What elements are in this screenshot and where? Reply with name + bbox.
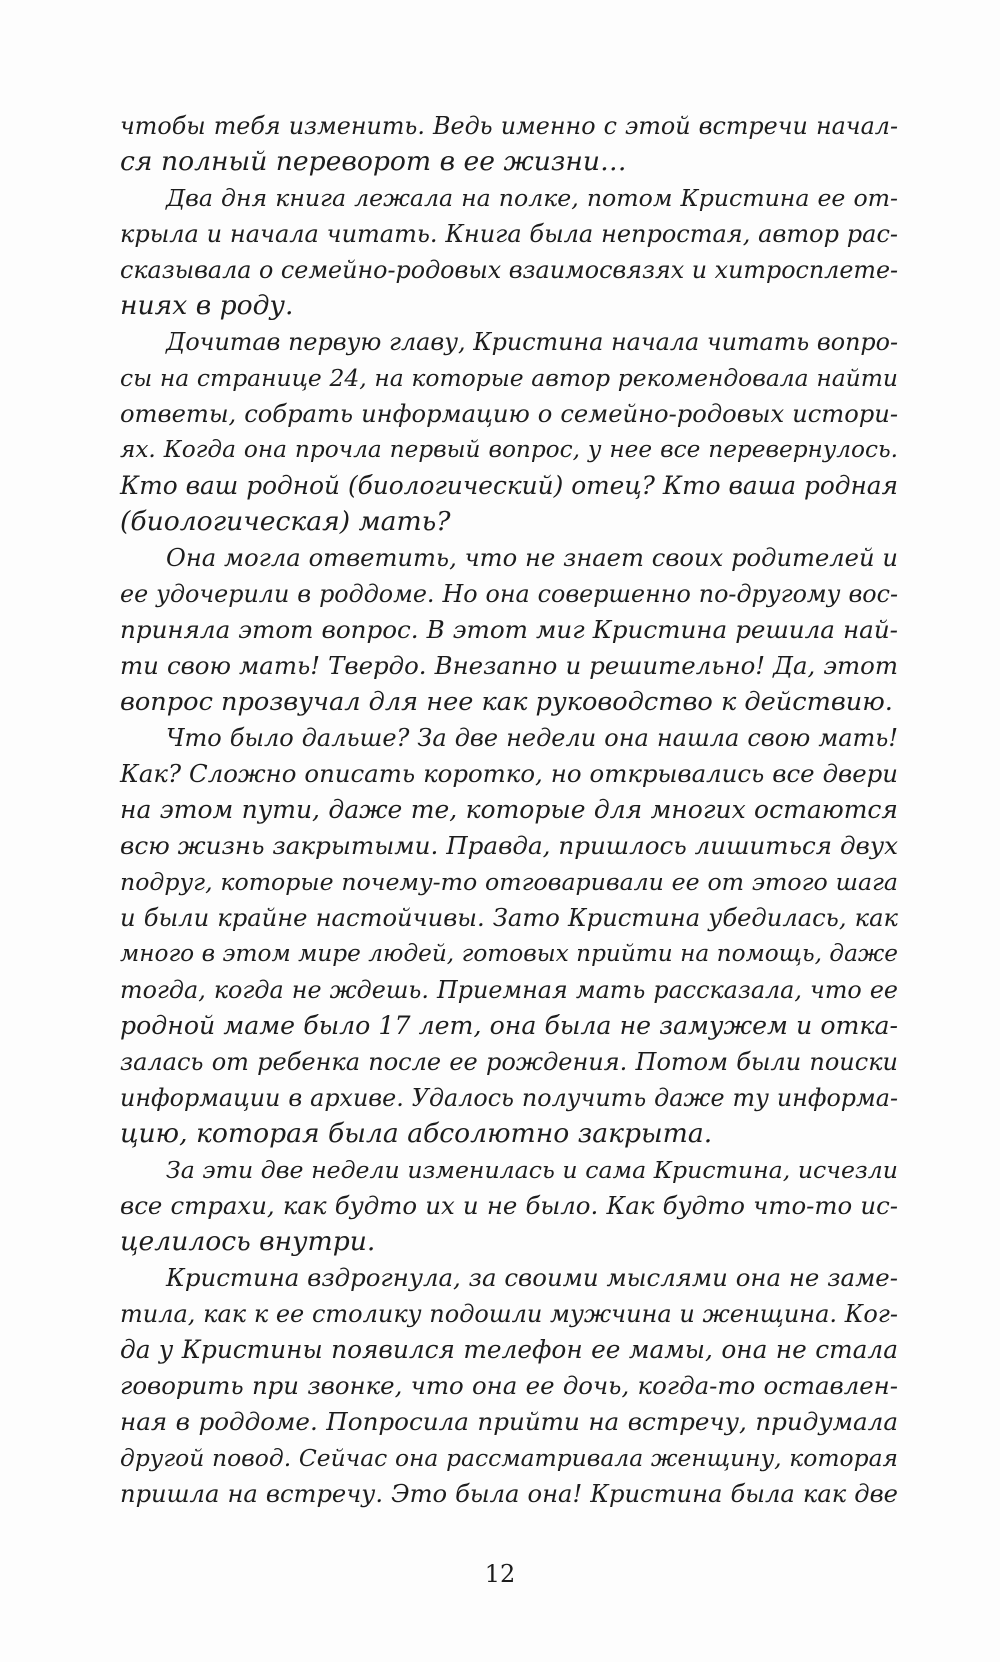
text-line: ся полный переворот в ее жизни… <box>120 146 627 177</box>
text-line: ная в роддоме. Попросила прийти на встречу, придумала <box>120 1407 898 1436</box>
text-line: Дочитав первую главу, Кристина начала читать вопро- <box>166 328 898 356</box>
text-line: на этом пути, даже те, которые для многих остаются <box>120 795 898 824</box>
text-line: да у Кристины появился телефон ее мамы, она не стала <box>120 1335 898 1364</box>
text-line: ниях в роду. <box>120 290 294 321</box>
text-line: другой повод. Сейчас она рассматривала женщину, которая <box>120 1444 898 1472</box>
text-line: ее удочерили в роддоме. Но она совершенно по-другому вос- <box>120 580 898 608</box>
text-line: ти свою мать! Твердо. Внезапно и решительно! Да, этот <box>120 651 898 680</box>
text-line: Кристина вздрогнула, за своими мыслями она не заме- <box>166 1263 898 1292</box>
text-line: ях. Когда она прочла первый вопрос, у нее все перевернулось. <box>120 436 898 463</box>
text-line: Два дня книга лежала на полке, потом Кристина ее от- <box>166 184 898 212</box>
text-line: Она могла ответить, что не знает своих родителей и <box>166 544 898 572</box>
text-line: (биологическая) мать? <box>120 506 451 537</box>
text-line: тила, как к ее столику подошли мужчина и женщина. Ког- <box>120 1300 898 1328</box>
text-line: сказывала о семейно-родовых взаимосвязях и хитросплете- <box>120 256 899 284</box>
text-line: ответы, собрать информацию о семейно-родовых истори- <box>120 400 898 428</box>
body-text <box>120 108 898 1512</box>
text-line: приняла этот вопрос. В этот миг Кристина решила най- <box>120 615 898 644</box>
text-line: все страхи, как будто их и не было. Как будто что-то ис- <box>120 1191 898 1220</box>
text-line: родной маме было 17 лет, она была не замужем и отка- <box>120 1011 898 1040</box>
text-line: Как? Сложно описать коротко, но открывались все двери <box>120 759 898 788</box>
text-line: крыла и начала читать. Книга была непростая, автор рас- <box>120 220 898 248</box>
text-line: залась от ребенка после ее рождения. Потом были поиски <box>120 1048 898 1076</box>
text-line: много в этом мире людей, готовых прийти на помощь, даже <box>120 940 898 967</box>
text-line: и были крайне настойчивы. Зато Кристина убедилась, как <box>120 904 898 932</box>
text-line: пришла на встречу. Это была она! Кристина была как две <box>120 1480 898 1508</box>
text-line: целилось внутри. <box>120 1226 376 1257</box>
text-line: За эти две недели изменилась и сама Кристина, исчезли <box>166 1156 898 1184</box>
text-line: вопрос прозвучал для нее как руководство к действию. <box>120 687 893 717</box>
text-line: говорить при звонке, что она ее дочь, когда-то оставлен- <box>120 1371 898 1400</box>
text-line: Что было дальше? За две недели она нашла свою мать! <box>166 724 898 752</box>
text-line: сы на странице 24, на которые автор рекомендовала найти <box>120 364 898 392</box>
page-number: 12 <box>484 1560 516 1588</box>
text-line: тогда, когда не ждешь. Приемная мать рассказала, что ее <box>120 976 898 1004</box>
text-line: подруг, которые почему-то отговаривали ее от этого шага <box>120 868 898 896</box>
text-line: Кто ваш родной (биологический) отец? Кто ваша родная <box>120 471 898 500</box>
text-line: информации в архиве. Удалось получить даже ту информа- <box>120 1084 898 1112</box>
text-line: всю жизнь закрытыми. Правда, пришлось лишиться двух <box>120 831 898 860</box>
text-line: цию, которая была абсолютно закрыта. <box>120 1118 713 1149</box>
text-line: чтобы тебя изменить. Ведь именно с этой встречи начал- <box>120 112 898 140</box>
